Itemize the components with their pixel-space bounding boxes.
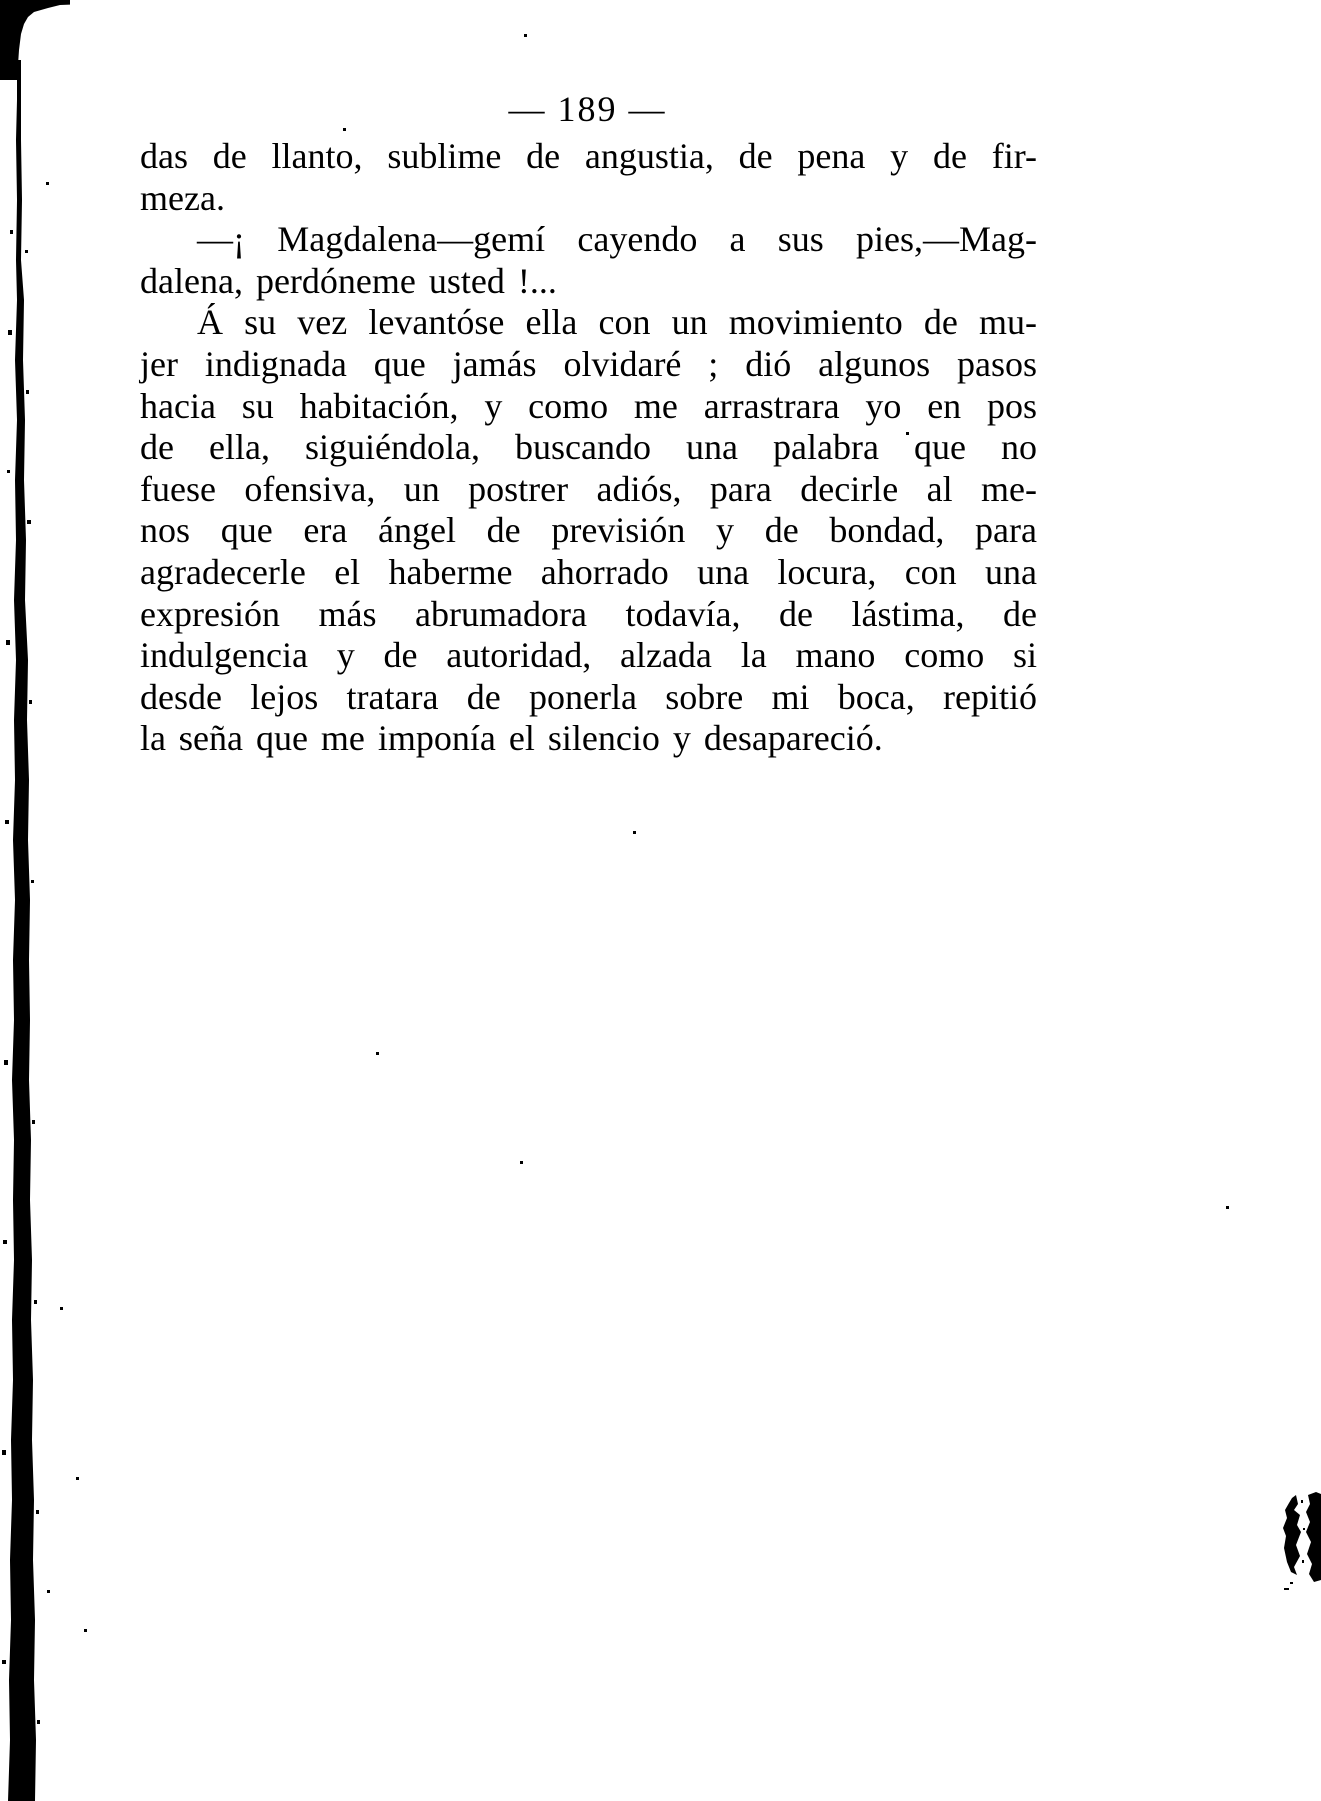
text-line: dalena, perdóneme usted !... xyxy=(140,260,557,301)
scan-smudge-artifact xyxy=(1270,1470,1321,1610)
text-line: expresión más abrumadora todavía, de lástima, de xyxy=(140,593,1037,634)
text-line: fuese ofensiva, un postrer adiós, para decirle al me- xyxy=(140,468,1037,509)
text-line: la seña que me imponía el silencio y desapareció. xyxy=(140,718,883,759)
text-line: agradecerle el haberme ahorrado una locura, con una xyxy=(140,551,1037,592)
text-line: nos que era ángel de previsión y de bondad, para xyxy=(140,510,1037,551)
text-line: hacia su habitación, y como me arrastrara yo en pos xyxy=(140,385,1037,426)
text-line: jer indignada que jamás olvidaré ; dió algunos pasos xyxy=(140,343,1037,384)
text-line: desde lejos tratara de ponerla sobre mi boca, repitió xyxy=(140,676,1037,717)
body-text xyxy=(140,136,1037,760)
text-line: —¡ Magdalena—gemí cayendo a sus pies,—Mag- xyxy=(197,219,1037,260)
page-number: — 189 — xyxy=(508,89,667,129)
text-line: Á su vez levantóse ella con un movimiento de mu- xyxy=(197,302,1037,343)
text-line: das de llanto, sublime de angustia, de pena y de fir- xyxy=(140,136,1037,176)
scan-binding-artifact xyxy=(0,0,70,1801)
scan-noise-speckles xyxy=(0,0,3,3)
text-line: meza. xyxy=(140,177,225,218)
text-line: de ella, siguiéndola, buscando una palabra que no xyxy=(140,427,1037,468)
text-line: indulgencia y de autoridad, alzada la mano como si xyxy=(140,635,1037,676)
